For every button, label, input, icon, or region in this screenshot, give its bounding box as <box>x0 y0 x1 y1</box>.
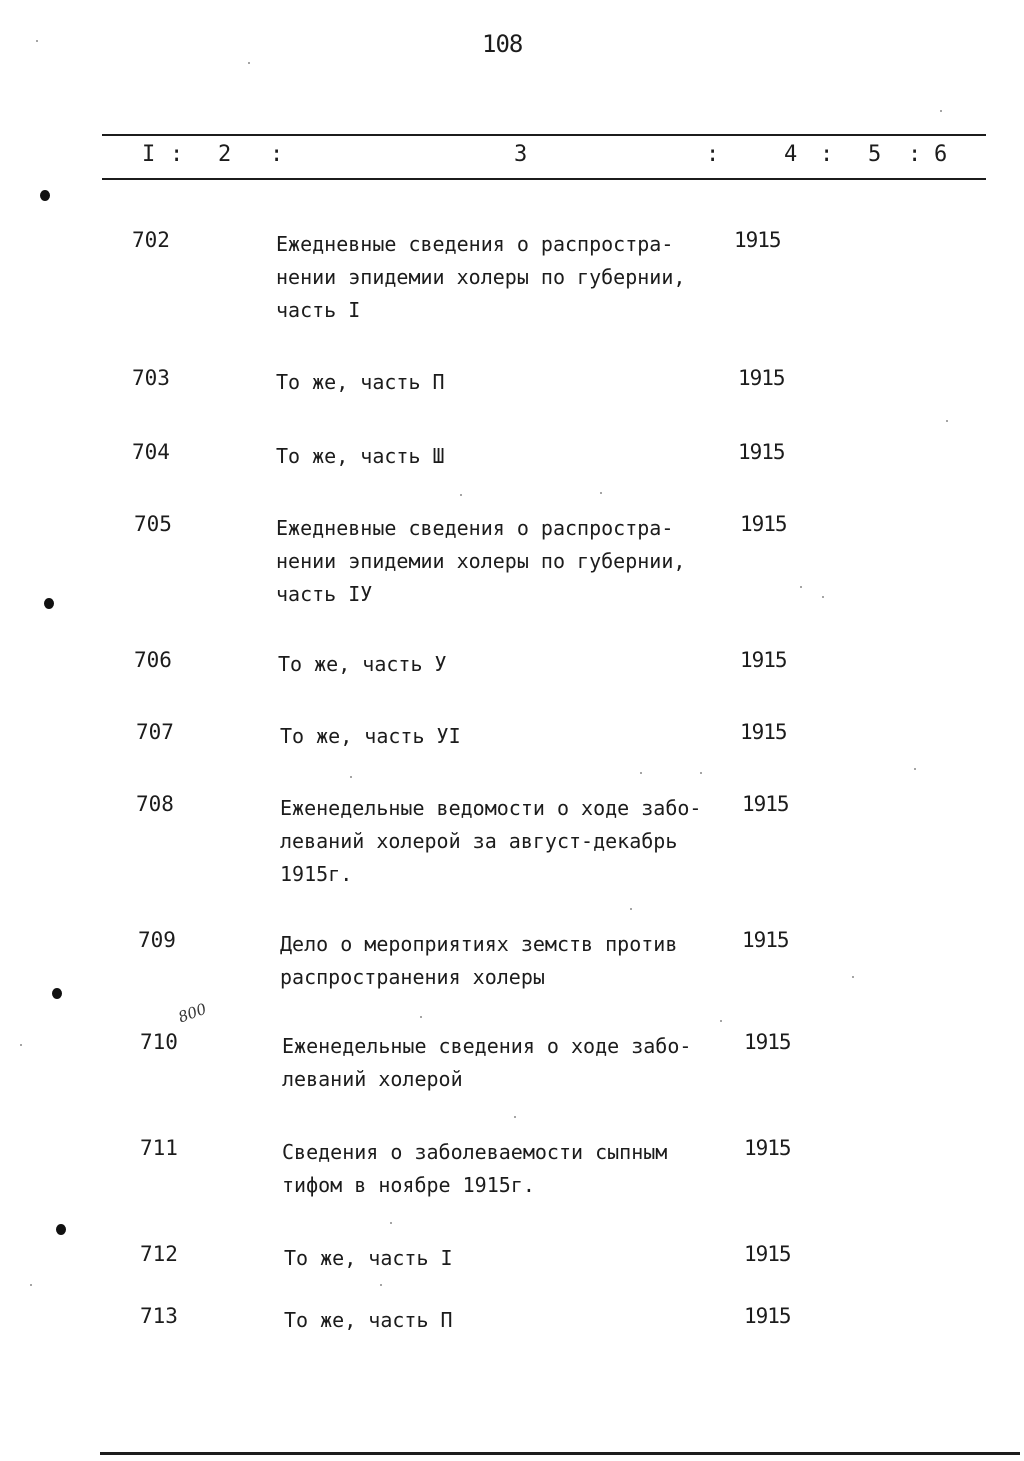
scan-speckle <box>390 1222 392 1224</box>
entry-title-line: Ежедневные сведения о распростра- <box>276 232 674 256</box>
scan-speckle <box>700 772 702 774</box>
entry-title-line: Еженедельные сведения о ходе забо- <box>282 1034 692 1058</box>
entry-title-line: леваний холерой <box>282 1067 463 1091</box>
scan-speckle <box>940 110 942 112</box>
scan-speckle <box>380 1284 382 1286</box>
scan-speckle <box>914 768 916 770</box>
entry-number: 704 <box>132 440 170 464</box>
entry-year: 1915 <box>740 648 787 672</box>
entry-number: 710 <box>140 1030 178 1054</box>
entry-title-line: Дело о мероприятиях земств против <box>280 932 678 956</box>
entry-title-line: нении эпидемии холеры по губернии, <box>276 265 686 289</box>
scan-speckle <box>822 596 824 598</box>
scan-speckle <box>30 1284 32 1286</box>
column-header-5: 5 <box>868 142 882 167</box>
punch-hole-mark <box>44 598 54 609</box>
column-separator: : <box>908 142 922 167</box>
entry-title-line: То же, часть УI <box>280 724 461 748</box>
page-number: 108 <box>482 30 523 58</box>
scan-speckle <box>36 40 38 42</box>
entry-number: 712 <box>140 1242 178 1266</box>
scan-speckle <box>800 586 802 588</box>
entry-year: 1915 <box>742 792 789 816</box>
entry-title-line: То же, часть П <box>276 370 445 394</box>
entry-title-line: 1915г. <box>280 862 353 886</box>
entry-year: 1915 <box>744 1242 791 1266</box>
handwritten-margin-note: 800 <box>175 999 209 1027</box>
entry-year: 1915 <box>744 1304 791 1328</box>
entry-number: 708 <box>136 792 174 816</box>
entry-year: 1915 <box>738 440 785 464</box>
column-header-6: 6 <box>934 142 948 167</box>
entry-title-line: Ежедневные сведения о распростра- <box>276 516 674 540</box>
column-header-4: 4 <box>784 142 798 167</box>
column-separator: : <box>820 142 834 167</box>
entry-year: 1915 <box>744 1030 791 1054</box>
entry-number: 711 <box>140 1136 178 1160</box>
column-header-1: I <box>142 142 156 167</box>
entry-number: 713 <box>140 1304 178 1328</box>
entry-title-line: распространения холеры <box>280 965 545 989</box>
header-top-rule <box>102 134 986 136</box>
entry-title-line: часть IУ <box>276 582 373 606</box>
punch-hole-mark <box>52 988 62 999</box>
entry-number: 702 <box>132 228 170 252</box>
entry-number: 703 <box>132 366 170 390</box>
column-separator: : <box>270 142 284 167</box>
entry-year: 1915 <box>738 366 785 390</box>
scan-speckle <box>720 1020 722 1022</box>
scan-speckle <box>630 908 632 910</box>
entry-title-line: Еженедельные ведомости о ходе забо- <box>280 796 702 820</box>
entry-year: 1915 <box>744 1136 791 1160</box>
entry-title-line: То же, часть I <box>284 1246 453 1270</box>
scan-speckle <box>852 976 854 978</box>
entry-year: 1915 <box>742 928 789 952</box>
entry-title-line: часть I <box>276 298 361 322</box>
column-header-2: 2 <box>218 142 232 167</box>
entry-number: 707 <box>136 720 174 744</box>
entry-title-line: нении эпидемии холеры по губернии, <box>276 549 686 573</box>
scan-speckle <box>420 1016 422 1018</box>
scan-speckle <box>460 494 462 496</box>
scan-speckle <box>20 1044 22 1046</box>
scan-speckle <box>600 492 602 494</box>
punch-hole-mark <box>40 190 50 201</box>
punch-hole-mark <box>56 1224 66 1235</box>
entry-title-line: Сведения о заболеваемости сыпным <box>282 1140 668 1164</box>
column-separator: : <box>170 142 184 167</box>
entry-title-line: То же, часть Ш <box>276 444 445 468</box>
header-bottom-rule <box>102 178 986 180</box>
scan-speckle <box>514 1116 516 1118</box>
entry-year: 1915 <box>734 228 781 252</box>
entry-title-line: То же, часть П <box>284 1308 453 1332</box>
scan-speckle <box>350 776 352 778</box>
scan-speckle <box>248 62 250 64</box>
entry-title-line: То же, часть У <box>278 652 447 676</box>
entry-year: 1915 <box>740 512 787 536</box>
entry-year: 1915 <box>740 720 787 744</box>
column-separator: : <box>706 142 720 167</box>
page-bottom-rule <box>100 1452 1020 1455</box>
entry-number: 709 <box>138 928 176 952</box>
column-header-3: 3 <box>514 142 528 167</box>
entry-number: 706 <box>134 648 172 672</box>
entry-number: 705 <box>134 512 172 536</box>
scan-speckle <box>640 772 642 774</box>
entry-title-line: тифом в ноябре 1915г. <box>282 1173 535 1197</box>
scan-speckle <box>946 420 948 422</box>
entry-title-line: леваний холерой за август-декабрь <box>280 829 678 853</box>
